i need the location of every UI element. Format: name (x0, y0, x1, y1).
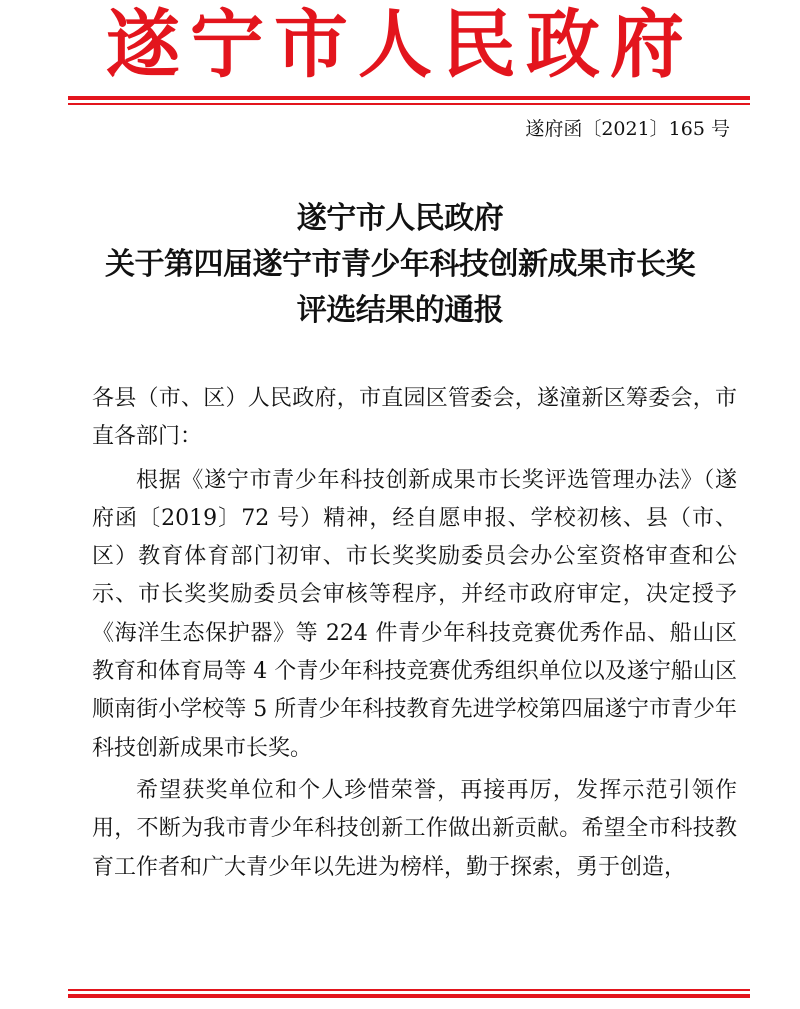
header-rule-thin (68, 103, 750, 105)
body-paragraph: 希望获奖单位和个人珍惜荣誉，再接再厉，发挥示范引领作用，不断为我市青少年科技创新工作做出新贡献。希望全市科技教育工作者和广大青少年以先进为榜样，勤于探索，勇于创造， (92, 777, 737, 880)
issuer-header: 遂宁市人民政府 (106, 2, 694, 88)
title-line-2: 关于第四届遂宁市青少年科技创新成果市长奖 (105, 247, 695, 282)
body-paragraph: 根据《遂宁市青少年科技创新成果市长奖评选管理办法》（遂府函〔2019〕72 号）精神，经自愿申报、学校初核、县（市、区）教育体育部门初审、市长奖奖励委员会办公室资格审查和公示、市长奖奖励委员会审核等程序，并经市政府审定，决定授予《海洋生态保护器》等 224 件青少年科技竞赛优秀作品、船山区教育和体育局等 4 个青少年科技竞赛优秀组织单位以及遂宁船山区顺南街小学校等 5 所青少年科技教育先进学校第四届遂宁市青少年科技创新成果市长奖。 (92, 467, 737, 761)
header-rule-thick (68, 96, 750, 100)
footer-rule-thin (68, 989, 750, 991)
document-title (0, 196, 800, 334)
document-number: 遂府函〔2021〕165 号 (525, 118, 730, 140)
title-line-3: 评选结果的通报 (296, 293, 504, 328)
footer-rule-thick (68, 994, 750, 998)
title-line-1: 遂宁市人民政府 (296, 201, 504, 236)
salutation: 各县（市、区）人民政府，市直园区管委会，遂潼新区筹委会，市直各部门： (92, 386, 737, 450)
document-body (92, 380, 737, 891)
